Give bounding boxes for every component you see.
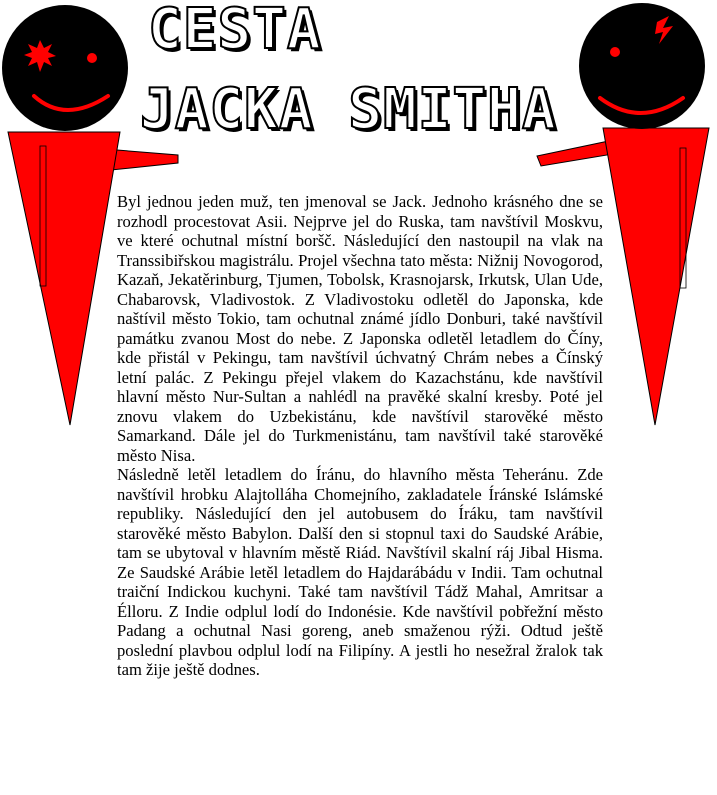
- page-title-line-1: CESTA: [148, 0, 322, 62]
- right-figure-left-eye: [610, 47, 620, 57]
- left-figure-body: [8, 132, 120, 425]
- story-paragraph-1: Byl jednou jeden muž, ten jmenoval se Jack. Jednoho krásného dne se rozhodl procestovat Asii. Nejprve jel do Ruska, tam navštívil Moskvu, ve které ochutnal místní boršč. Následující den nastoupil na vlak na Transsibiřskou magistrálu. Projel všechna tato města: Nižnij Novogorod, Kazaň, Jekatěrinburg, Tjumen, Tobolsk, Krasnojarsk, Irkutsk, Ulan Ude, Chabarovsk, Vladivostok. Z Vladivostoku odletěl do Japonska, kde naštívil město Tokio, tam ochutnal známé jídlo Donburi, také navštívil památku zvanou Most do nebe. Z Japonska odletěl letadlem do Číny, kde přistál v Pekingu, tam navštívil úchvatný Chrám nebes a Čínský letní palác. Z Pekingu přejel vlakem do Kazachstánu, kde navštívil hlavní město Nur-Sultan a nahlédl na pravěké skalní kresby. Poté jel znovu vlakem do Uzbekistánu, kde navštívil starověké město Samarkand. Dále jel do Turkmenistánu, tam navštívil také starověké město Nisa.: [117, 192, 603, 465]
- story-text: [117, 192, 603, 680]
- left-figure-head: [2, 5, 128, 131]
- story-paragraph-2: Následně letěl letadlem do Íránu, do hlavního města Teheránu. Zde navštívil hrobku Alajtolláha Chomejního, zakladatele Íránské Islámské republiky. Následující den jel autobusem do Íráku, tam navštívil starověké město Babylon. Další den si stopnul taxi do Saudské Arábie, tam se ubytoval v hlavním městě Riád. Navštívil skalní ráj Jibal Hisma. Ze Saudské Arábie letěl letadlem do Hajdarábádu v Indii. Tam ochutnal traiční Indickou kuchyni. Také tam navštívil Tádž Mahal, Amritsar a Élloru. Z Indie odplul lodí do Indonésie. Kde navštívil pobřežní město Padang a ochutnal Nasi goreng, aneb smaženou rýži. Odtud ještě poslední plavbou odplul lodí na Filipíny. A jestli ho nesežral žralok tak tam žije ještě dodnes.: [117, 465, 603, 679]
- left-figure-eye: [87, 53, 97, 63]
- page-title-line-2: JACKA SMITHA: [140, 77, 557, 142]
- right-figure-body: [603, 128, 709, 425]
- right-figure-head: [579, 3, 705, 129]
